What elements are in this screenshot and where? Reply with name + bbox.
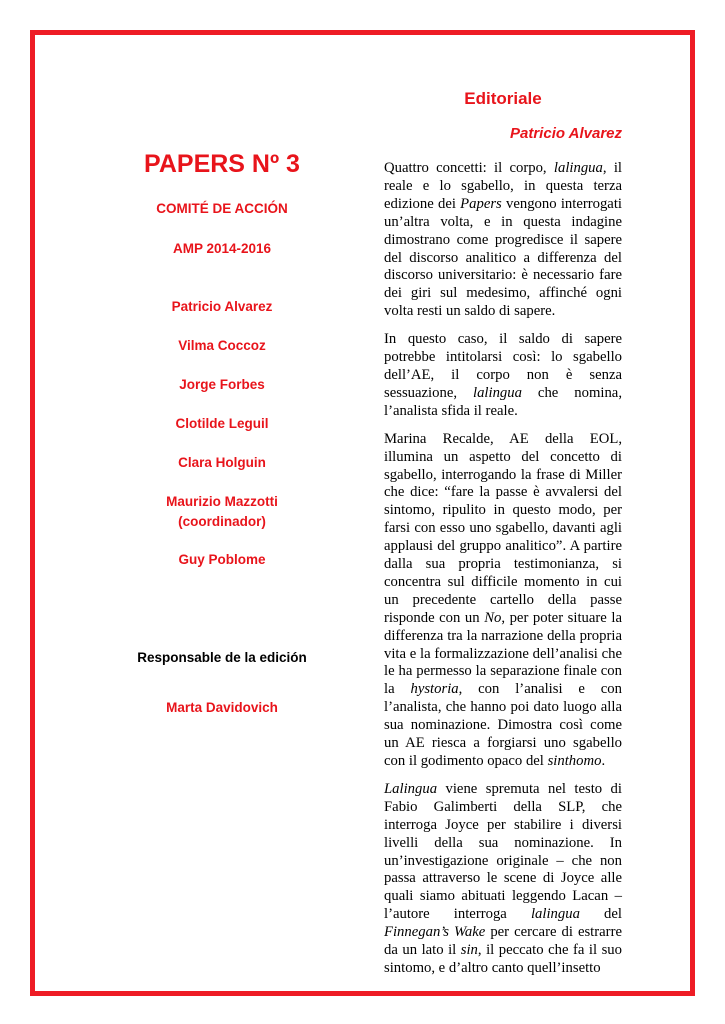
text-run: che nomina, l’analista sfida il reale. [384, 384, 622, 419]
publication-title: PAPERS Nº 3 [144, 150, 300, 178]
text-run: , per poter situare la differenza tra la narrazione della propria vita e la formalizzazione dell’analisi che le ha permesso la separazione finale con la [384, 609, 622, 698]
italic-run: Lalingua [384, 780, 438, 797]
italic-run: sinthomo [547, 753, 602, 769]
italic-run: lalingua [472, 384, 522, 401]
text-run: , il reale e lo sgabello, in questa terza edizione dei [384, 160, 622, 212]
member-name: Jorge Forbes [179, 377, 265, 392]
text-run: per cercare di estrarre da un lato il [384, 924, 622, 959]
text-run: viene spremuta nel testo di Fabio Galimberti della SLP, che interroga Joyce per stabilire i diversi livelli della sua nominazione. In un’investigazione originale – che non passa attraverso le scene di Joyce alle quali siamo abituati leggendo Lacan – l’autore interroga [384, 780, 622, 923]
editorial-column [384, 87, 622, 988]
member-name: Patricio Alvarez [171, 299, 273, 314]
text-run: del [579, 906, 622, 923]
text-run: Marina Recalde, AE della EOL, illumina un aspetto del concetto di sgabello, interrogando la frase di Miller che dice: “fare la passe è avvalersi del sintomo, ripulito in questo modo, per farsi con esso uno sgabello, davanti agli applausi del gruppo analitico”. A partire dalla sua propria testimonianza, si concentra sul difficile momento in cui un precedente cartello della passe risponde con un [384, 430, 622, 626]
editorial-paragraph [384, 781, 622, 978]
member-name: Clara Holguin [178, 455, 266, 470]
text-run: vengono interrogati un’altra volta, e in questa indagine dimostrano come progredisce il sapere del discorso analitico a differenza del discorso universitario: è necessario fare dei giri sul medesimo, affinché ogni volta resti un saldo di sapere. [384, 195, 622, 320]
text-run: , con l’analisi e con l’analista, che hanno poi dato luogo alla sua nominazione. Dimostra così come un AE riesca a forgiarsi uno sgabello con il godimento opaco del [384, 681, 622, 769]
member-role: (coordinador) [178, 514, 266, 529]
italic-run: sin [460, 942, 478, 959]
editorial-paragraph [384, 331, 622, 421]
member-name: Vilma Coccoz [178, 338, 266, 353]
italic-run: Finnegan’s Wake [384, 924, 486, 941]
text-run: Quattro concetti: il corpo, [384, 160, 554, 176]
member-name: Clotilde Leguil [175, 416, 269, 431]
editorial-author: Patricio Alvarez [510, 125, 622, 142]
member-name: Maurizio Mazzotti [166, 494, 278, 509]
italic-run: lalingua [530, 906, 580, 923]
editorial-paragraph [384, 431, 622, 771]
cover-column [97, 148, 347, 718]
responsible-label: Responsable de la edición [137, 650, 307, 665]
editorial-body [384, 160, 622, 978]
member-name: Guy Poblome [178, 552, 266, 567]
italic-run: hystoria [410, 681, 459, 698]
text-run: . [601, 753, 606, 769]
committee-label: COMITÉ DE ACCIÓN [156, 201, 288, 216]
period-label: AMP 2014-2016 [172, 241, 272, 256]
text-run: In questo caso, il saldo di sapere potrebbe intitolarsi così: lo sgabello dell’AE, il corpo non è senza sessuazione, [384, 331, 622, 401]
editorial-paragraph [384, 160, 622, 321]
section-title: Editoriale [464, 89, 542, 108]
italic-run: Papers [460, 195, 502, 212]
italic-run: lalingua [553, 160, 603, 176]
responsible-name: Marta Davidovich [166, 700, 278, 715]
text-run: , il peccato che fa il suo sintomo, e d’altro canto quell’insetto [384, 942, 622, 976]
italic-run: No [484, 609, 502, 626]
